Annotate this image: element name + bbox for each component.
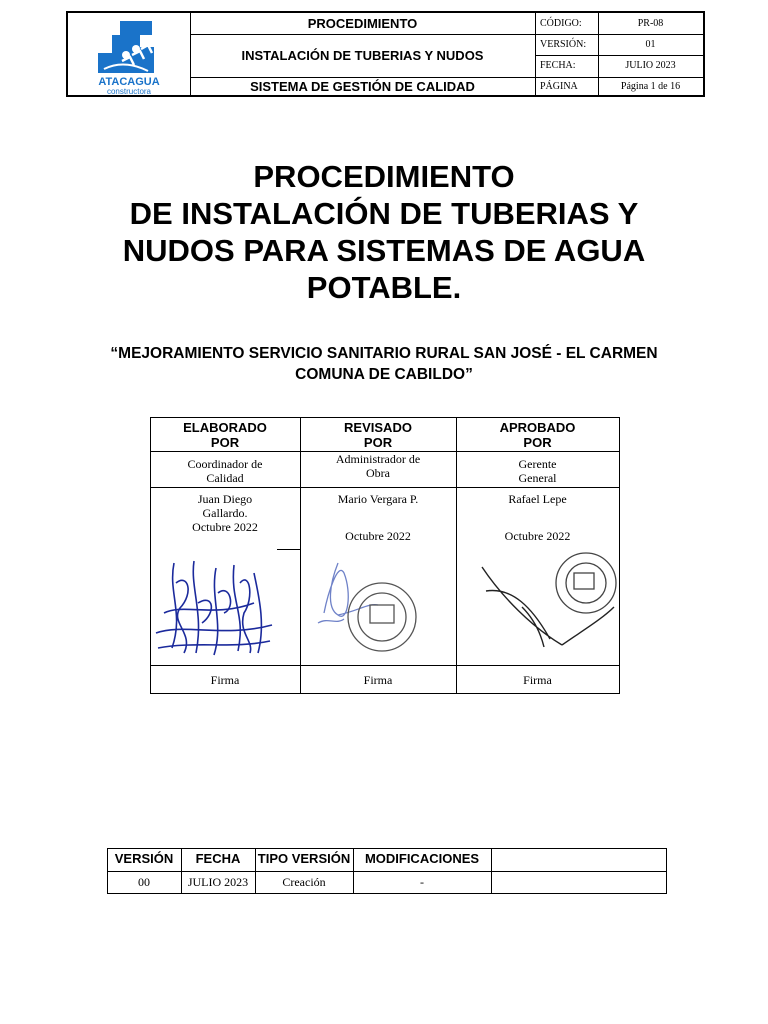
name-line: Gallardo. — [202, 506, 248, 520]
logo-subtext: constructora — [106, 87, 152, 96]
fecha-column-header: FECHA — [195, 851, 241, 866]
title-line: NUDOS PARA SISTEMAS DE AGUA — [122, 233, 646, 268]
table-cell-fecha: JULIO 2023 — [187, 875, 249, 889]
elaborado-signature — [154, 553, 274, 663]
role-line: General — [518, 471, 557, 485]
pagina-label: PÁGINA — [540, 81, 578, 92]
subtitle-line: “MEJORAMIENTO SERVICIO SANITARIO RURAL SAN JOSÉ - EL CARMEN — [110, 345, 658, 362]
codigo-label: CÓDIGO: — [540, 18, 582, 29]
aprobado-sign-label: Firma — [523, 673, 552, 687]
aprobado-signature-stamp — [462, 547, 618, 659]
revisado-name: Mario Vergara P. — [337, 492, 419, 506]
fecha-label: FECHA: — [540, 60, 576, 71]
elaborado-header — [150, 420, 300, 450]
title-line: DE INSTALACIÓN DE TUBERIAS Y — [129, 196, 639, 231]
aprobado-date: Octubre 2022 — [504, 529, 571, 543]
revisado-role — [300, 452, 456, 480]
role-line: Obra — [366, 466, 390, 480]
header-line: APROBADO — [499, 420, 576, 435]
name-line: Juan Diego — [197, 492, 253, 506]
aprobado-header — [456, 420, 619, 450]
version-value: 01 — [645, 39, 656, 50]
version-label: VERSIÓN: — [540, 39, 587, 50]
table-cell-version: 00 — [138, 875, 150, 889]
table-cell-modificaciones: - — [420, 875, 424, 889]
company-logo — [68, 13, 190, 95]
tipo-version-column-header: TIPO VERSIÓN — [257, 851, 351, 866]
fecha-value: JULIO 2023 — [625, 60, 676, 71]
aprobado-role — [456, 457, 619, 485]
header-line: POR — [210, 435, 240, 450]
logo-text: ATACAGUA — [98, 76, 160, 88]
role-line: Administrador de — [335, 452, 421, 466]
header-line: REVISADO — [344, 420, 412, 435]
revisado-date: Octubre 2022 — [345, 529, 411, 543]
aprobado-name: Rafael Lepe — [508, 492, 567, 506]
role-line: Coordinador de — [187, 457, 263, 471]
doc-type: PROCEDIMIENTO — [307, 16, 418, 31]
version-history-table — [107, 848, 667, 894]
modificaciones-column-header: MODIFICACIONES — [364, 851, 480, 866]
header-line: ELABORADO — [183, 420, 267, 435]
table-cell-tipo: Creación — [282, 875, 326, 889]
codigo-value: PR-08 — [637, 18, 664, 29]
title-line: PROCEDIMIENTO — [253, 159, 515, 194]
role-line: Gerente — [518, 457, 557, 471]
revisado-sign-label: Firma — [363, 673, 393, 687]
revisado-signature-stamp — [308, 553, 448, 663]
project-subtitle — [60, 343, 708, 385]
version-column-header: VERSIÓN — [114, 851, 174, 866]
pagina-value: Página 1 de 16 — [620, 81, 681, 92]
header-line: POR — [363, 435, 393, 450]
elaborado-role — [150, 457, 300, 485]
document-title — [100, 158, 668, 306]
quality-system: SISTEMA DE GESTIÓN DE CALIDAD — [250, 79, 475, 94]
elaborado-sign-label: Firma — [210, 673, 240, 687]
role-line: Calidad — [206, 471, 244, 485]
doc-name: INSTALACIÓN DE TUBERIAS Y NUDOS — [241, 48, 484, 63]
document-header — [66, 11, 705, 97]
elaborado-date: Octubre 2022 — [192, 520, 258, 534]
title-line: POTABLE. — [306, 270, 462, 305]
header-line: POR — [523, 435, 552, 450]
elaborado-name — [150, 492, 300, 534]
revisado-header — [300, 420, 456, 450]
approvals-table — [150, 417, 620, 694]
subtitle-line: COMUNA DE CABILDO” — [295, 366, 473, 383]
